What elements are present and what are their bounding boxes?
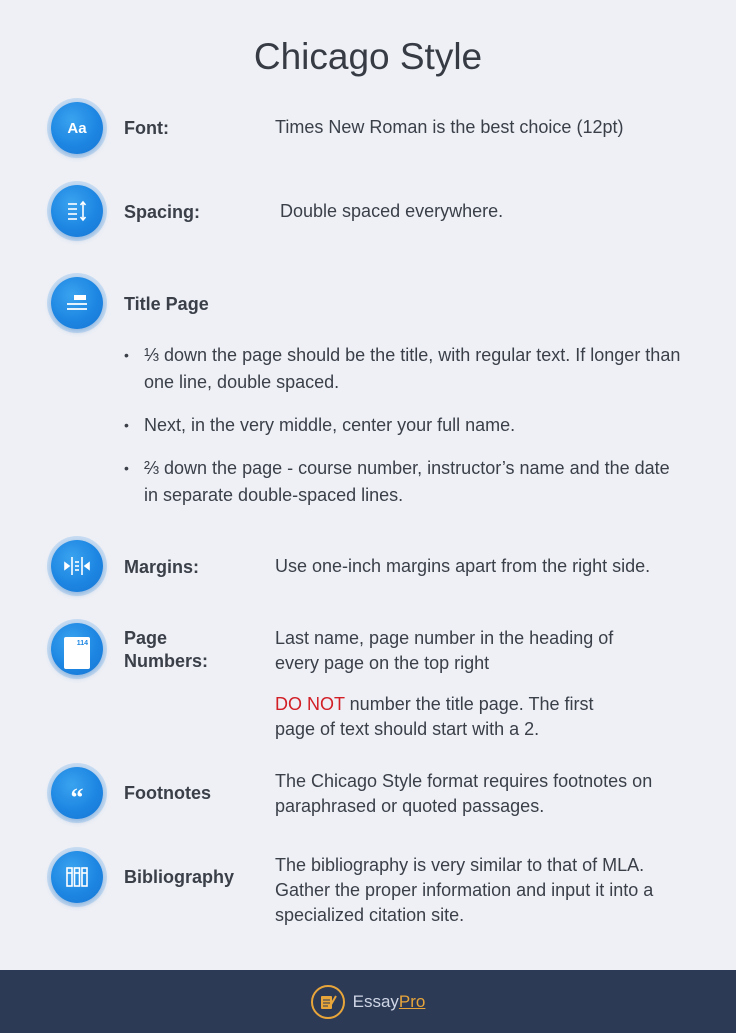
- brand-second: Pro: [398, 991, 426, 1011]
- font-icon-text: Aa: [67, 119, 87, 137]
- quote-icon: [51, 767, 103, 819]
- spacing-label: Spacing:: [124, 202, 201, 222]
- font-label: Font:: [124, 118, 169, 138]
- bullet-item: • ⅓ down the page should be the title, with regular text. If longer than one line, double spaced.: [124, 342, 684, 396]
- margins-description: Use one-inch margins apart from the right side.: [275, 556, 651, 576]
- title-page-label: Title Page: [124, 294, 209, 314]
- font-description: Times New Roman is the best choice (12pt): [275, 117, 624, 137]
- page-numbers-description: Last name, page number in the heading of every page on the top right: [275, 628, 614, 673]
- page-number-icon-text: 114: [76, 640, 88, 647]
- footer-bar: [0, 970, 736, 1033]
- page-numbers-note-text: number the title page. The first page of text should start with a 2.: [275, 694, 594, 739]
- footnotes-description: The Chicago Style format requires footnotes on paraphrased or quoted passages.: [275, 771, 653, 816]
- notepad-pencil-icon: [311, 985, 345, 1019]
- page-numbers-note: [275, 692, 635, 742]
- page-title: Chicago Style: [253, 36, 483, 77]
- margins-label: Margins:: [124, 557, 200, 577]
- page-numbers-label: Page Numbers:: [124, 628, 209, 671]
- margins-icon: [51, 540, 103, 592]
- line-spacing-icon: [51, 185, 103, 237]
- title-page-bullets: [124, 342, 684, 525]
- brand-logo[interactable]: [353, 992, 426, 1012]
- books-icon: [51, 851, 103, 903]
- do-not-highlight: DO NOT: [275, 694, 345, 714]
- bibliography-description: The bibliography is very similar to that of MLA. Gather the proper information and input it into a specialized citation site.: [275, 855, 654, 925]
- bibliography-label: Bibliography: [124, 867, 235, 887]
- title-page-icon: [51, 277, 103, 329]
- quote-icon-text: “: [70, 783, 84, 812]
- page-sheet-shape: [64, 637, 90, 669]
- spacing-description: Double spaced everywhere.: [280, 201, 504, 221]
- page-number-icon: [51, 623, 103, 675]
- brand-first: Essay: [352, 991, 399, 1011]
- bullet-item: • ⅔ down the page - course number, instructor’s name and the date in separate double-spaced lines.: [124, 455, 684, 509]
- bullet-item: • Next, in the very middle, center your full name.: [124, 412, 684, 439]
- footnotes-label: Footnotes: [124, 783, 211, 803]
- font-aa-icon: [51, 102, 103, 154]
